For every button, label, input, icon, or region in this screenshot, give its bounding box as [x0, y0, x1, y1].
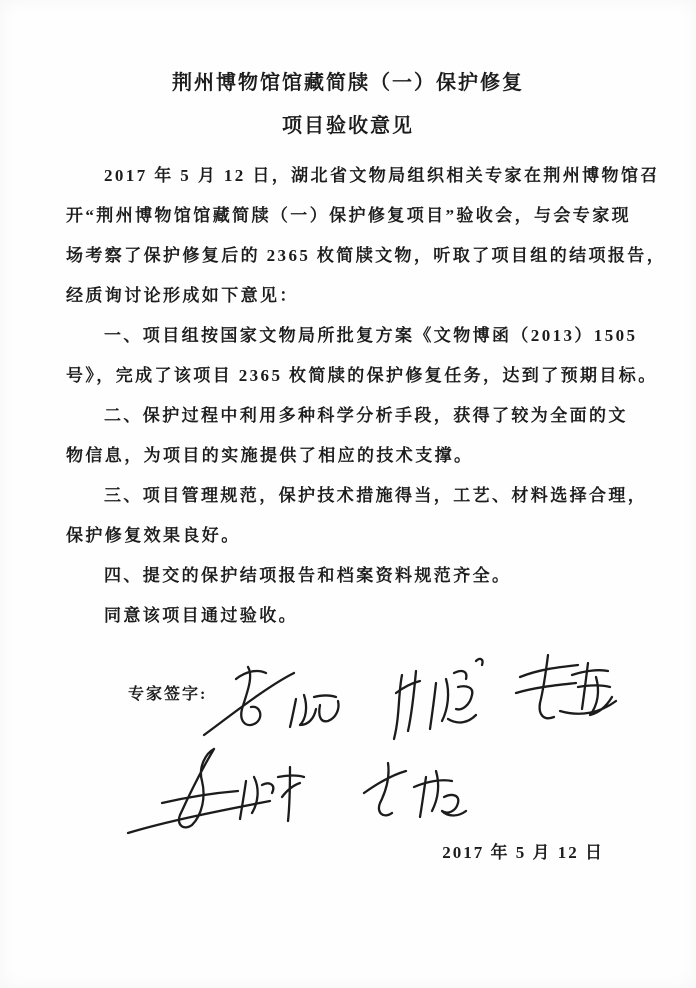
body-line: 二、保护过程中利用多种科学分析手段，获得了较为全面的文 — [104, 406, 628, 425]
document-body — [66, 156, 667, 636]
body-line: 场考察了保护修复后的 2365 枚简牍文物，听取了项目组的结项报告， — [66, 246, 667, 265]
handwritten-signature-4 — [118, 741, 308, 846]
expert-signature-label: 专家签字: — [128, 686, 208, 703]
handwritten-signature-1 — [196, 657, 341, 754]
body-line: 开“荆州博物馆馆藏简牍（一）保护修复项目”验收会，与会专家现 — [66, 206, 631, 225]
body-line: 经质询讨论形成如下意见： — [66, 286, 299, 305]
body-line: 四、提交的保护结项报告和档案资料规范齐全。 — [104, 566, 512, 585]
document-title — [0, 0, 696, 148]
handwritten-signature-5 — [348, 753, 478, 833]
signature-section — [0, 645, 696, 855]
body-line: 三、项目管理规范，保护技术措施得当，工艺、材料选择合理， — [104, 486, 648, 505]
body-line: 保护修复效果良好。 — [66, 526, 241, 545]
title-line-1: 荆州博物馆馆藏简牍（一）保护修复 — [172, 72, 524, 94]
handwritten-signature-2 — [388, 653, 498, 750]
body-line: 一、项目组按国家文物局所批复方案《文物博函（2013）1505 — [104, 326, 638, 345]
document-date: 2017 年 5 月 12 日 — [442, 843, 604, 862]
body-line: 2017 年 5 月 12 日，湖北省文物局组织相关专家在荆州博物馆召 — [104, 166, 660, 185]
handwritten-signature-3 — [500, 647, 618, 737]
body-line: 同意该项目通过验收。 — [104, 606, 298, 625]
body-line: 号》，完成了该项目 2365 枚简牍的保护修复任务，达到了预期目标。 — [66, 366, 658, 385]
title-line-2: 项目验收意见 — [282, 115, 414, 137]
body-line: 物信息，为项目的实施提供了相应的技术支撑。 — [66, 446, 474, 465]
